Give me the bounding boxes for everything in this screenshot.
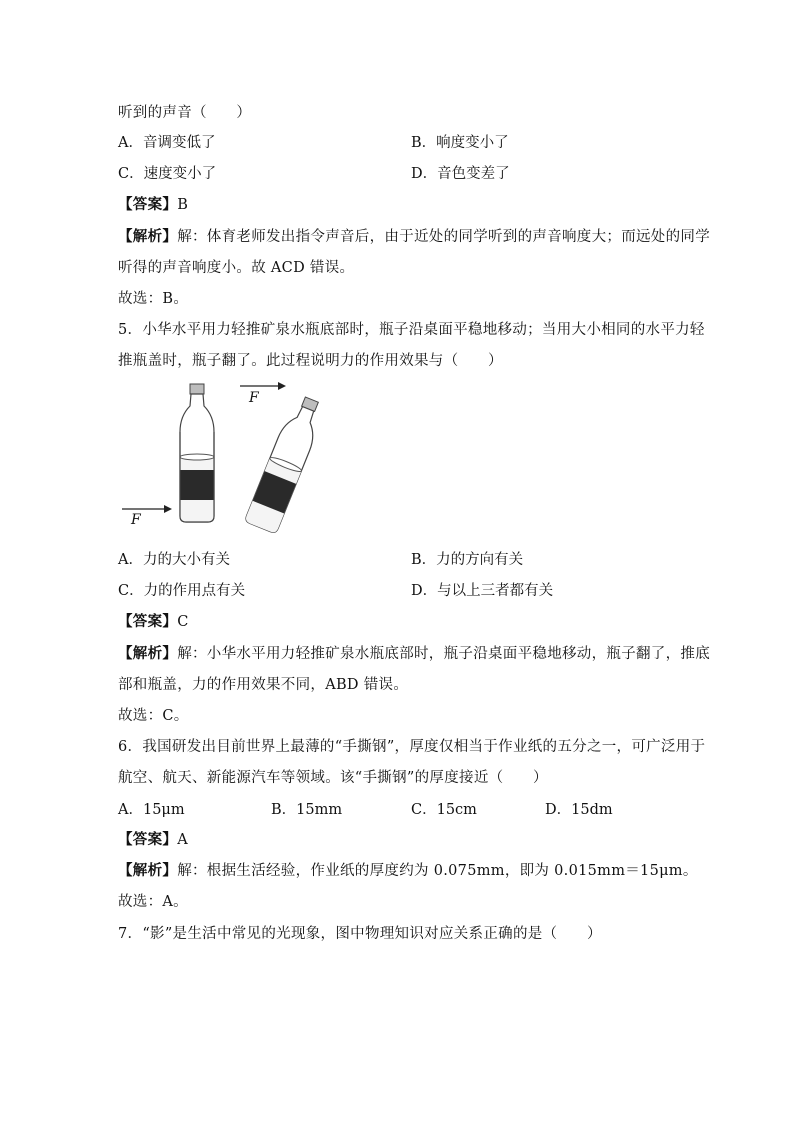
answer-value: A: [177, 832, 188, 848]
q5-conclusion: 故选：C。: [118, 708, 189, 724]
q5-option-c: C．力的作用点有关: [118, 583, 246, 599]
analysis-tag: 【解析】: [118, 862, 178, 879]
q5-stem-line-1: 5．小华水平用力轻推矿泉水瓶底部时，瓶子沿桌面平稳地移动；当用大小相同的水平力轻: [118, 322, 705, 338]
q4-analysis-line-2: 听得的声音响度小。故 ACD 错误。: [118, 260, 355, 276]
q4-option-c: C．速度变小了: [118, 166, 217, 182]
q6-analysis-line-1: [118, 861, 698, 881]
analysis-tag: 【解析】: [118, 228, 178, 245]
q7-stem-line-1: 7．“影”是生活中常见的光现象，图中物理知识对应关系正确的是（ ）: [118, 926, 602, 942]
q4-stem-tail: 听到的声音（ ）: [118, 105, 252, 121]
q5-stem-line-2: 推瓶盖时，瓶子翻了。此过程说明力的作用效果与（ ）: [118, 353, 503, 369]
answer-value: C: [177, 614, 189, 630]
answer-tag: 【答案】: [118, 196, 178, 213]
force-label-bottom: F: [131, 512, 141, 528]
answer-tag: 【答案】: [118, 613, 178, 630]
q4-analysis-line-1: [118, 227, 710, 247]
q5-analysis-line-1: [118, 644, 710, 664]
tipping-bottle: [244, 393, 327, 534]
q6-option-b: B．15mm: [271, 802, 343, 818]
q6-answer: [118, 830, 188, 850]
q5-bottle-figure: [118, 376, 328, 536]
analysis-text: 解：小华水平用力轻推矿泉水瓶底部时，瓶子沿桌面平稳地移动，瓶子翻了，推底: [177, 646, 710, 662]
q6-option-c: C．15cm: [411, 802, 477, 818]
q6-option-d: D．15dm: [545, 802, 613, 818]
upright-bottle: [180, 384, 214, 522]
q6-conclusion: 故选：A。: [118, 894, 188, 910]
q6-option-a: A．15μm: [118, 802, 185, 818]
q5-option-b: B．力的方向有关: [411, 552, 524, 568]
q5-answer: [118, 612, 189, 632]
q4-option-d: D．音色变差了: [411, 166, 510, 182]
answer-tag: 【答案】: [118, 831, 178, 848]
force-arrow-bottom: [122, 505, 172, 513]
analysis-text: 解：根据生活经验，作业纸的厚度约为 0.075mm，即为 0.015mm＝15μm。: [177, 863, 698, 879]
q5-analysis-line-2: 部和瓶盖，力的作用效果不同，ABD 错误。: [118, 677, 409, 693]
q4-answer: [118, 195, 188, 215]
analysis-tag: 【解析】: [118, 645, 178, 662]
q6-stem-line-1: 6．我国研发出目前世界上最薄的“手撕钢”，厚度仅相当于作业纸的五分之一，可广泛用于: [118, 739, 706, 755]
q4-option-b: B．响度变小了: [411, 135, 509, 151]
q5-option-d: D．与以上三者都有关: [411, 583, 554, 599]
bottle-diagram: [118, 376, 328, 536]
q4-conclusion: 故选：B。: [118, 291, 189, 307]
force-arrow-top: [240, 382, 286, 390]
force-label-top: F: [249, 390, 259, 406]
q5-option-a: A．力的大小有关: [118, 552, 230, 568]
answer-value: B: [177, 197, 189, 213]
q4-option-a: A．音调变低了: [118, 135, 216, 151]
analysis-text: 解：体育老师发出指令声音后，由于近处的同学听到的声音响度大；而远处的同学: [177, 229, 710, 245]
q6-stem-line-2: 航空、航天、新能源汽车等领域。该“手撕钢”的厚度接近（ ）: [118, 770, 548, 786]
